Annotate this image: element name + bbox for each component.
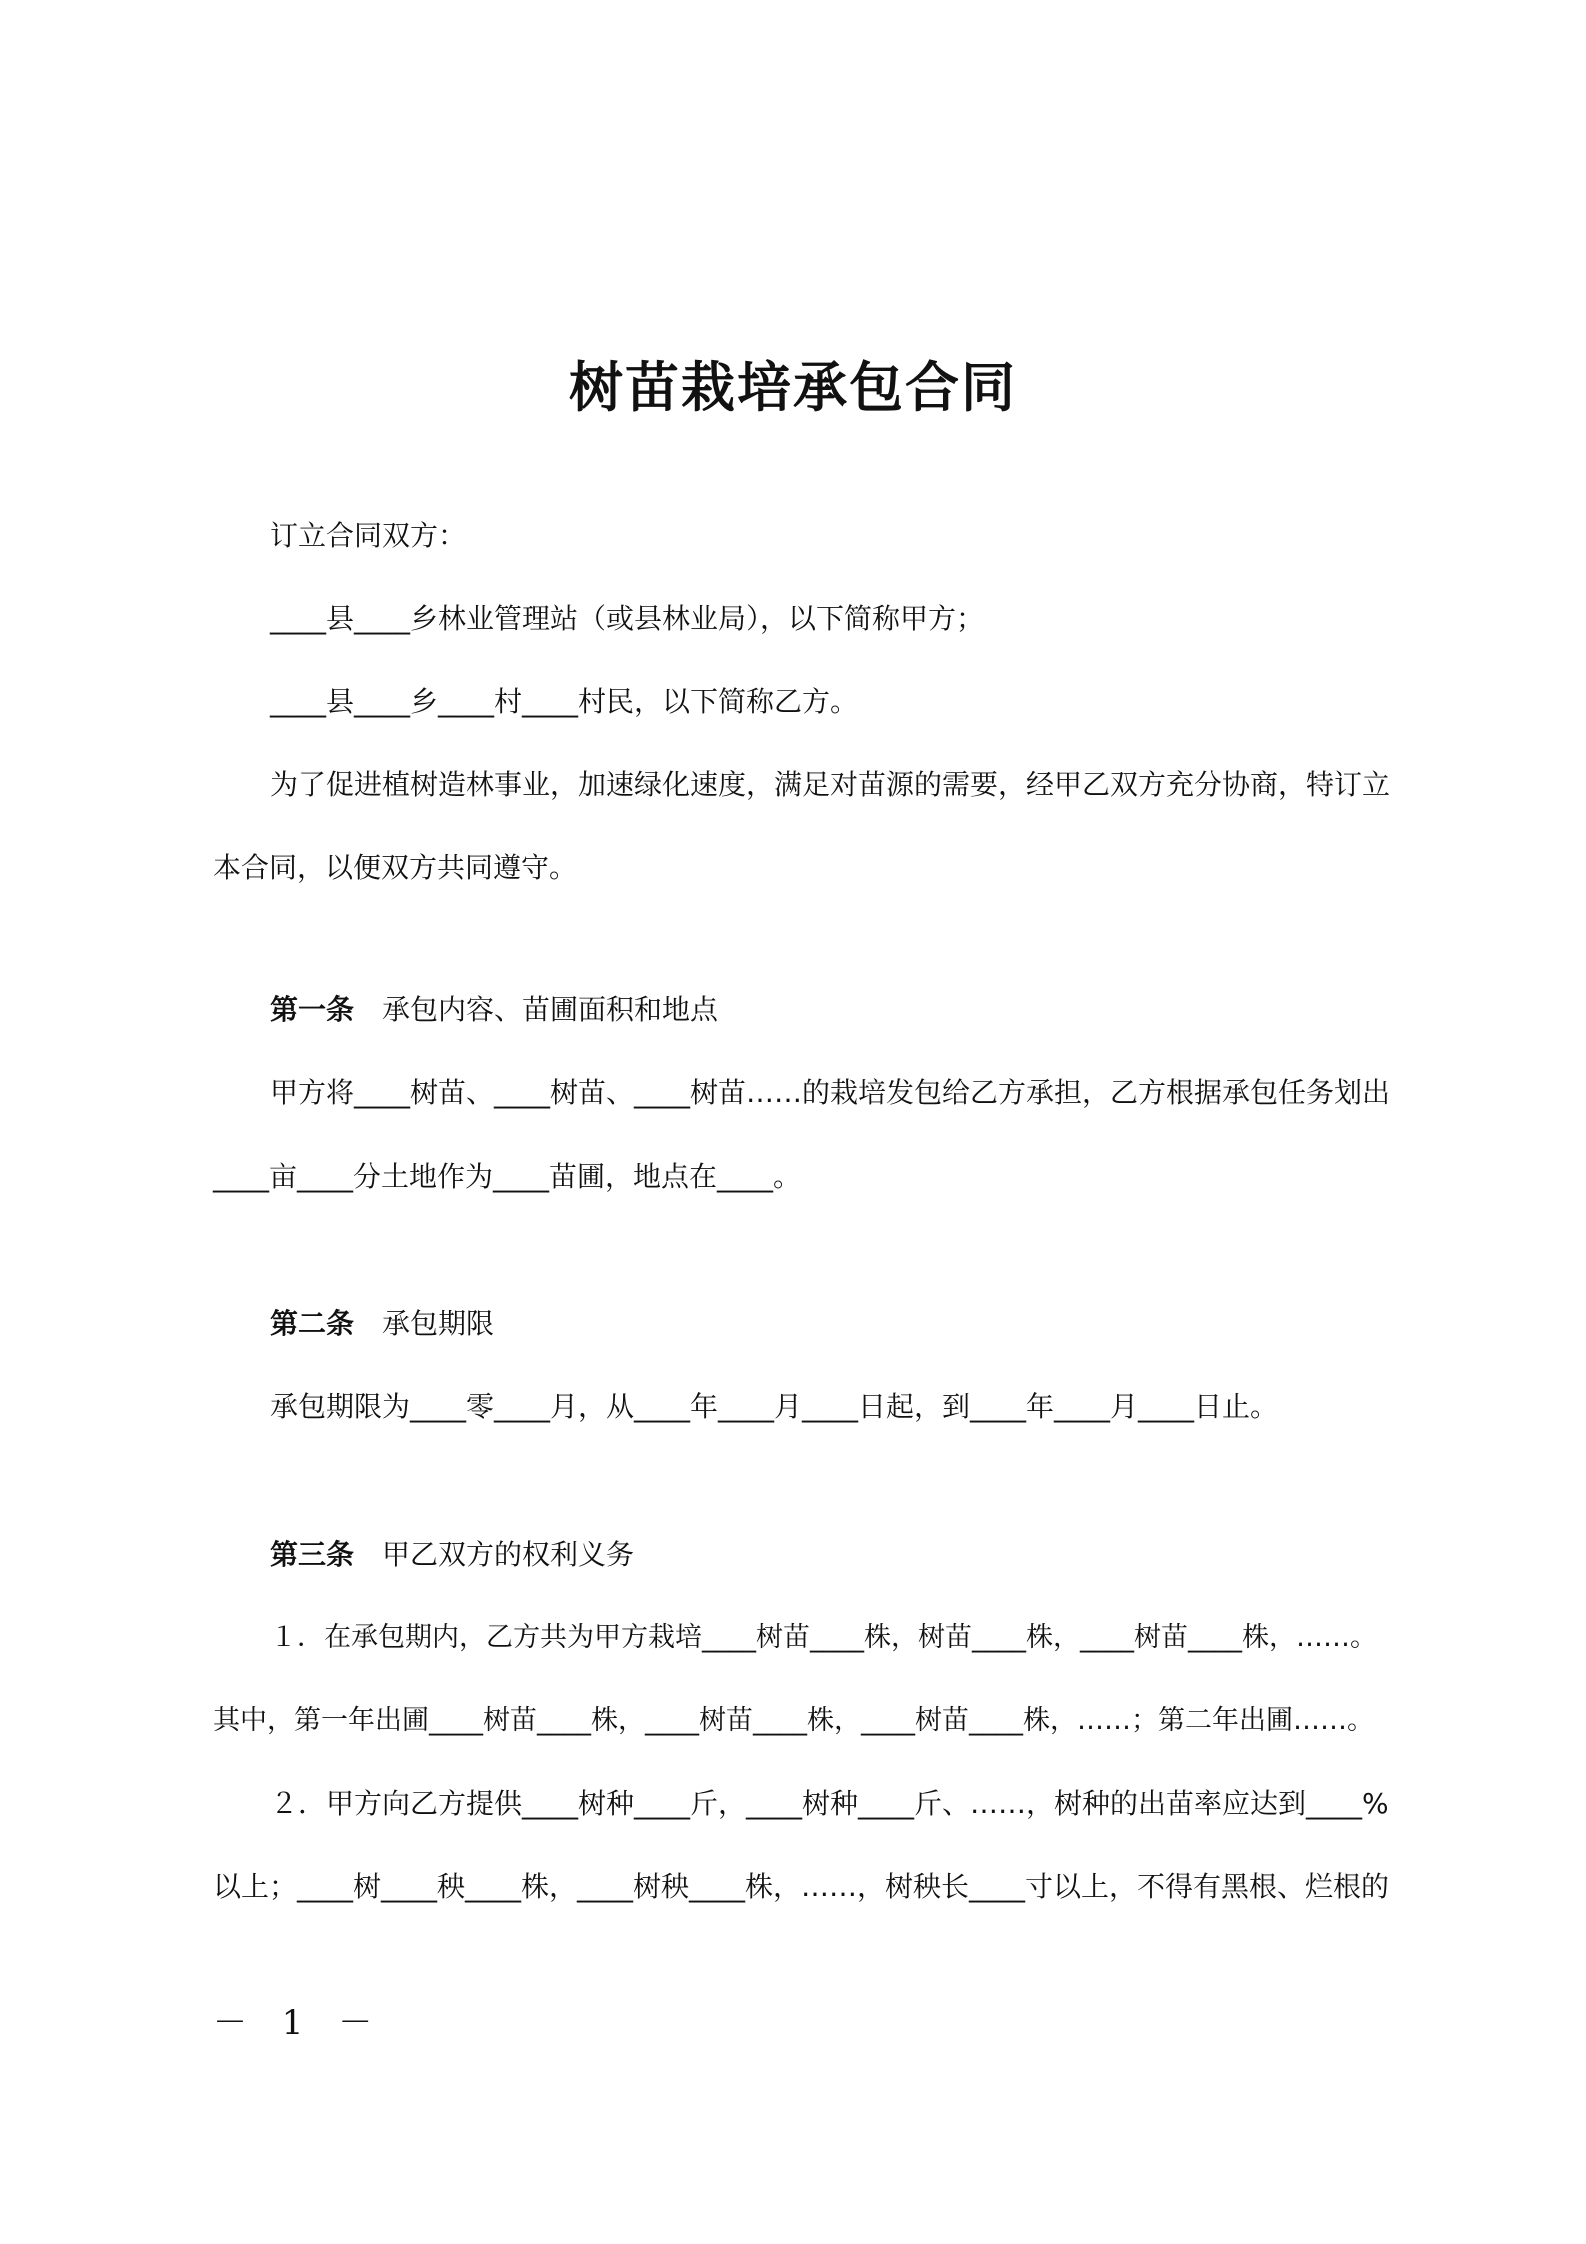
article-1-line-2: ____亩____分土地作为____苗圃，地点在____。 [213, 1160, 802, 1193]
article-1-heading [270, 992, 718, 1028]
article-3-line-3: ２．甲方向乙方提供____树种____斤，____树种____斤、……，树种的出苗率应达到____% [270, 1787, 1389, 1820]
article-2-number: 第二条 [270, 1307, 355, 1340]
article-3-line-2: 其中，第一年出圃____树苗____株，____树苗____株，____树苗____株，……；第二年出圃……。 [213, 1705, 1374, 1736]
article-3-title: 甲乙双方的权利义务 [382, 1538, 635, 1571]
article-1-line-1: 甲方将____树苗、____树苗、____树苗……的栽培发包给乙方承担，乙方根据承包任务划出 [270, 1076, 1391, 1109]
party-a-line: ____县____乡林业管理站（或县林业局），以下简称甲方； [270, 602, 985, 635]
article-2-line-1: 承包期限为____零____月，从____年____月____日起，到____年____月____日止。 [270, 1390, 1279, 1423]
preamble-line-2: 本合同，以便双方共同遵守。 [213, 851, 578, 884]
page-number: － 1 － [213, 2003, 385, 2043]
party-b-line: ____县____乡____村____村民，以下简称乙方。 [270, 685, 859, 718]
parties-intro: 订立合同双方： [270, 519, 467, 552]
preamble-line-1: 为了促进植树造林事业，加速绿化速度，满足对苗源的需要，经甲乙双方充分协商，特订立 [270, 768, 1391, 801]
article-2-heading [270, 1306, 494, 1342]
article-3-number: 第三条 [270, 1538, 355, 1571]
article-3-heading [270, 1537, 634, 1573]
article-1-title: 承包内容、苗圃面积和地点 [382, 993, 719, 1026]
article-1-number: 第一条 [270, 993, 355, 1026]
article-3-line-4: 以上；____树____秧____株，____树秧____株，……，树秧长____寸以上，不得有黑根、烂根的 [213, 1870, 1390, 1903]
document-title: 树苗栽培承包合同 [569, 356, 1017, 419]
article-3-line-1: １．在承包期内，乙方共为甲方栽培____树苗____株，树苗____株，____树苗____株，……。 [270, 1622, 1377, 1653]
article-2-title: 承包期限 [382, 1307, 495, 1340]
